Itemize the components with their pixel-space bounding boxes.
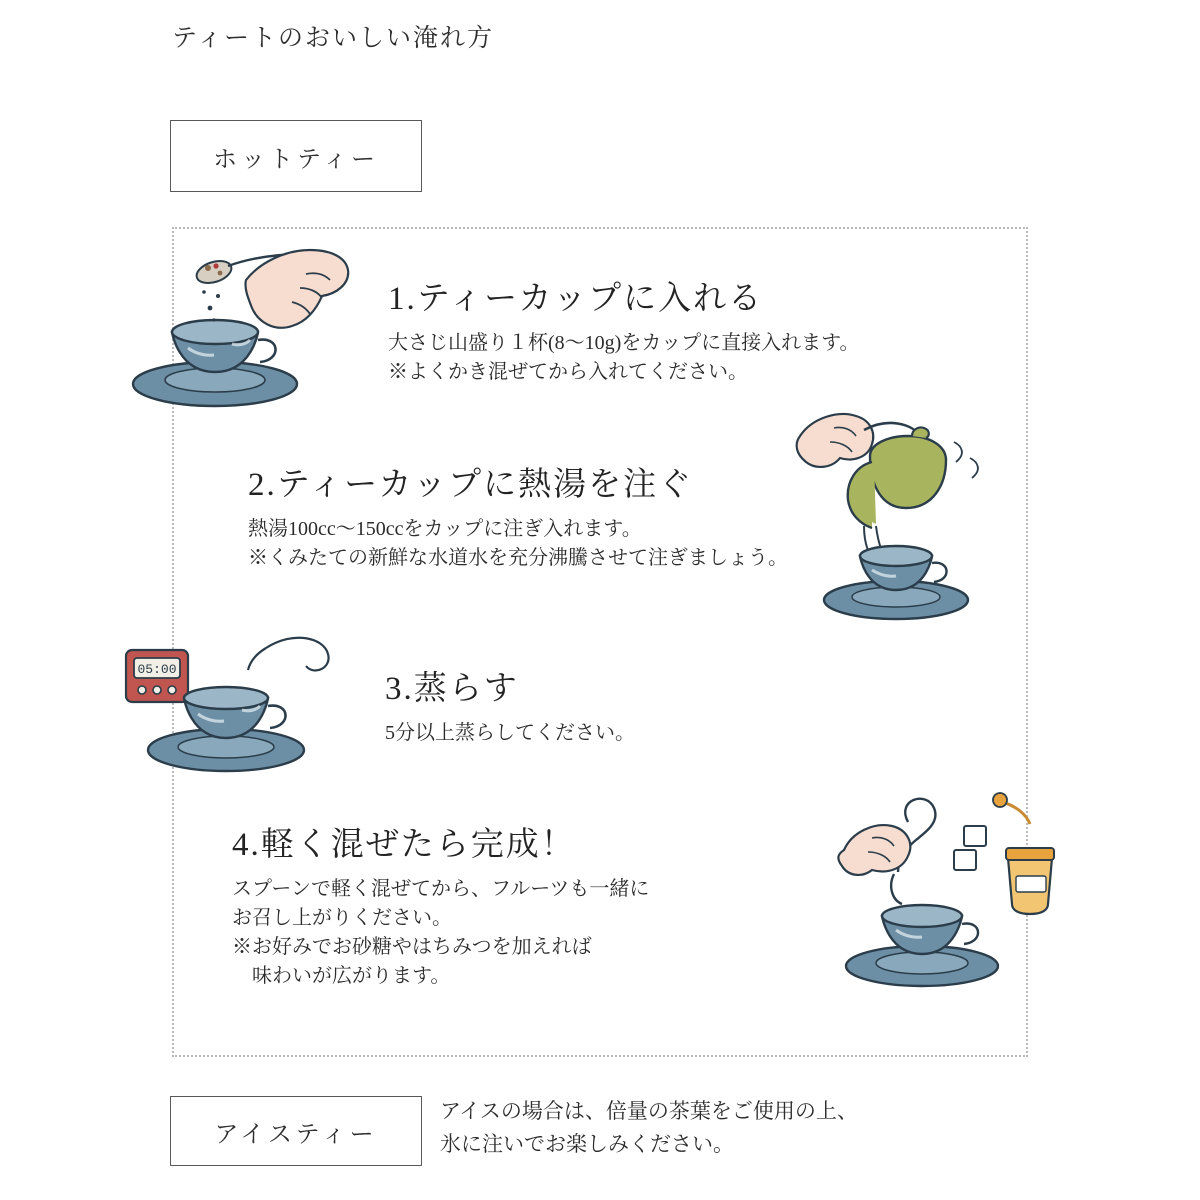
- step-1-line-2: ※よくかき混ぜてから入れてください。: [388, 361, 748, 383]
- step-4-line-4: 味わいが広がります。: [232, 965, 451, 987]
- step-2: [248, 458, 788, 573]
- ice-tea-note: [440, 1095, 858, 1160]
- section-tag-hot-tea-label: ホットティー: [212, 146, 380, 173]
- step-3-body: [385, 719, 635, 748]
- step-4-line-1: スプーンで軽く混ぜてから、フルーツも一緒に: [232, 878, 650, 900]
- step-4: [232, 818, 649, 991]
- ice-tea-note-line-2: 氷に注いでお楽しみください。: [440, 1131, 734, 1156]
- step-3-title: 3.蒸らす: [385, 671, 519, 707]
- ice-tea-note-line-1: アイスの場合は、倍量の茶葉をご使用の上、: [440, 1099, 858, 1123]
- page-title: ティートのおいしい淹れ方: [172, 25, 495, 52]
- timer-teacup-illustration: [118, 620, 368, 790]
- section-tag-ice-tea: [170, 1096, 422, 1166]
- step-4-line-2: お召し上がりください。: [232, 907, 452, 929]
- step-3-line-1: 5分以上蒸らしてください。: [385, 722, 635, 744]
- step-1-body: [388, 329, 860, 387]
- hand-spoon-sugar-honey-teacup-illustration: [830, 788, 1060, 1008]
- step-1-title: 1.ティーカップに入れる: [388, 281, 764, 317]
- step-1-line-1: 大さじ山盛り１杯(8〜10g)をカップに直接入れます。: [388, 332, 860, 354]
- section-tag-hot-tea: [170, 120, 422, 192]
- hand-kettle-pouring-illustration: [790, 400, 1020, 630]
- step-2-title: 2.ティーカップに熱湯を注ぐ: [248, 467, 694, 503]
- step-3: [385, 662, 635, 748]
- step-4-title: 4.軽く混ぜたら完成！: [232, 827, 576, 863]
- section-tag-ice-tea-label: アイスティー: [214, 1121, 378, 1148]
- step-4-body: [232, 875, 649, 991]
- hand-spoon-teacup-illustration: [110, 236, 370, 416]
- step-2-body: [248, 515, 788, 573]
- step-2-line-1: 熱湯100cc〜150ccをカップに注ぎ入れます。: [248, 518, 642, 540]
- step-2-line-2: ※くみたての新鮮な水道水を充分沸騰させて注ぎましょう。: [248, 547, 788, 569]
- step-1: [388, 272, 860, 387]
- step-4-line-3: ※お好みでお砂糖やはちみつを加えれば: [232, 936, 592, 958]
- timer-display: 05:00: [137, 662, 177, 677]
